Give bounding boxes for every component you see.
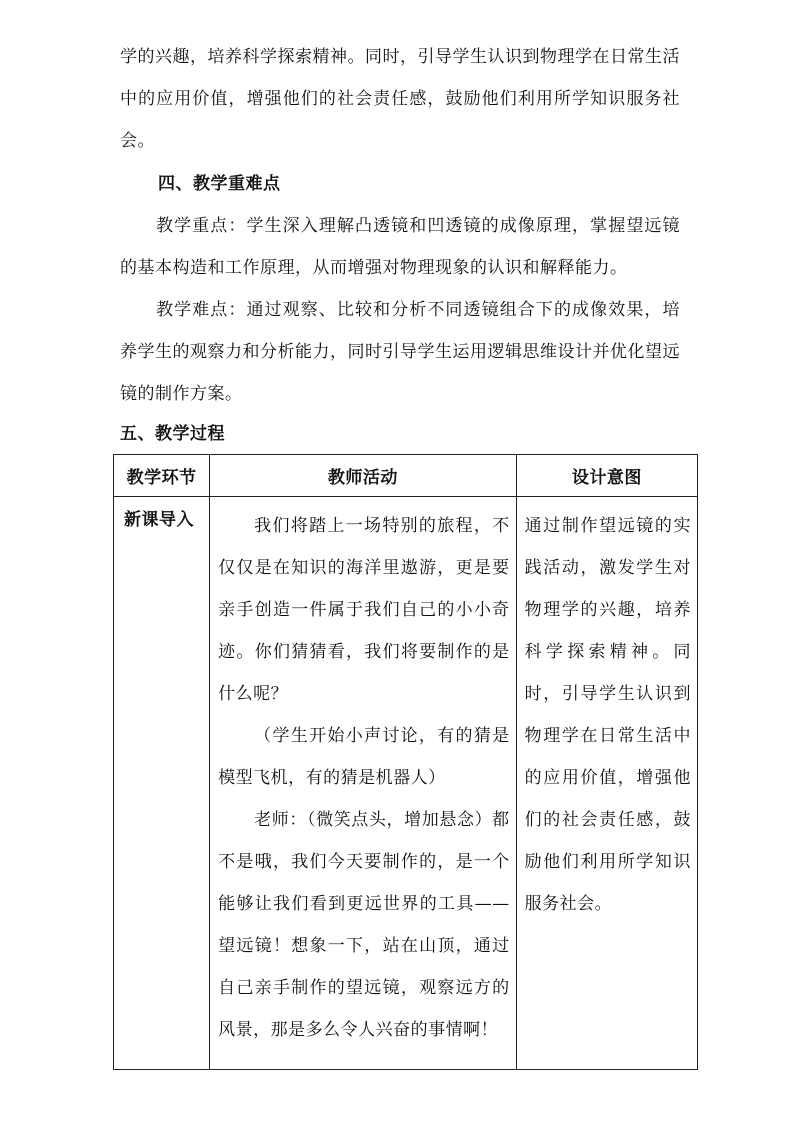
key-point-paragraph: 教学重点：学生深入理解凸透镜和凹透镜的成像原理，掌握望远镜的基本构造和工作原理，从而增强对物理现象的认识和解释能力。 [120, 216, 680, 278]
table-row [114, 497, 698, 1070]
teacher-paragraph: 我们将踏上一场特别的旅程，不仅仅是在知识的海洋里遨游，更是要亲手创造一件属于我们自己的小小奇迹。你们猜猜看，我们将要制作的是什么呢？ [218, 516, 510, 704]
design-intent-cell: 通过制作望远镜的实践活动，激发学生对物理学的兴趣，培养科学探索精神。同时，引导学生认识到物理学在日常生活中的应用价值，增强他们的社会责任感，鼓励他们利用所学知识服务社会。 [516, 497, 697, 1070]
header-stage: 教学环节 [114, 455, 210, 497]
section-4-heading: 四、教学重难点 [158, 174, 281, 194]
teaching-process-table [113, 454, 698, 1070]
section-5-heading: 五、教学过程 [120, 424, 225, 444]
difficult-point-paragraph: 教学难点：通过观察、比较和分析不同透镜组合下的成像效果，培养学生的观察力和分析能力，同时引导学生运用逻辑思维设计并优化望远镜的制作方案。 [120, 300, 680, 404]
stage-cell: 新课导入 [114, 497, 210, 1070]
teacher-activity-cell [210, 497, 517, 1070]
teacher-paragraph: （学生开始小声讨论，有的猜是模型飞机，有的猜是机器人） [218, 726, 510, 788]
objectives-continuation-paragraph: 学的兴趣，培养科学探索精神。同时，引导学生认识到物理学在日常生活中的应用价值，增强他们的社会责任感，鼓励他们利用所学知识服务社会。 [120, 47, 680, 151]
header-teacher-activity: 教师活动 [210, 455, 517, 497]
header-design-intent: 设计意图 [516, 455, 697, 497]
teacher-paragraph: 老师：（微笑点头，增加悬念）都不是哦，我们今天要制作的，是一个能够让我们看到更远世界的工具——望远镜！想象一下，站在山顶，通过自己亲手制作的望远镜，观察远方的风景，那是多么令人兴奋的事情啊！ [218, 810, 510, 1040]
table-header-row [114, 455, 698, 497]
